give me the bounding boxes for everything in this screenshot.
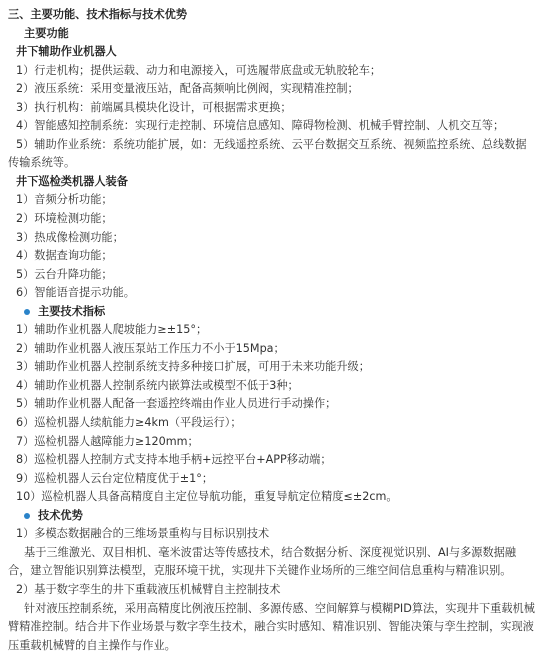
spec-item: 1）辅助作业机器人爬坡能力≥±15°； <box>8 321 536 340</box>
spec-item: 4）辅助作业机器人控制系统内嵌算法或模型不低于3种； <box>8 377 536 396</box>
list-item: 3）热成像检测功能； <box>8 229 536 248</box>
list-item: 6）智能语音提示功能。 <box>8 284 536 303</box>
functions-heading: 主要功能 <box>8 25 536 44</box>
bullet-dot-icon <box>24 513 30 519</box>
advantage-title: 1）多模态数据融合的三维场景重构与目标识别技术 <box>8 525 536 544</box>
spec-item: 5）辅助作业机器人配备一套遥控终端由作业人员进行手动操作； <box>8 395 536 414</box>
list-item: 4）智能感知控制系统：实现行走控制、环境信息感知、障碍物检测、机械手臂控制、人机交互等； <box>8 117 536 136</box>
list-item: 3）执行机构：前端属具模块化设计，可根据需求更换； <box>8 99 536 118</box>
specs-heading: 主要技术指标 <box>38 303 105 322</box>
specs-heading-row <box>8 303 536 322</box>
section-title: 三、主要功能、技术指标与技术优势 <box>8 6 536 25</box>
advantages-heading-row <box>8 507 536 526</box>
list-item: 5）辅助作业系统：系统功能扩展，如：无线遥控系统、云平台数据交互系统、视频监控系统、总线数据传输系统等。 <box>8 136 536 173</box>
list-item: 4）数据查询功能； <box>8 247 536 266</box>
list-item: 2）液压系统：采用变量液压站，配备高频响比例阀，实现精准控制； <box>8 80 536 99</box>
advantage-body: 针对液压控制系统，采用高精度比例液压控制、多源传感、空间解算与模糊PID算法，实现井下重载机械臂精准控制。结合井下作业场景与数字孪生技术，融合实时感知、精准识别、智能决策与孪生控制，实现液压重载机械臂的自主操作与作业。 <box>8 600 536 655</box>
list-item: 2）环境检测功能； <box>8 210 536 229</box>
spec-item: 6）巡检机器人续航能力≥4km（平段运行）； <box>8 414 536 433</box>
spec-item: 3）辅助作业机器人控制系统支持多种接口扩展，可用于未来功能升级； <box>8 358 536 377</box>
list-item: 1）行走机构；提供运载、动力和电源接入，可选履带底盘或无轨胶轮车； <box>8 62 536 81</box>
group-title-inspection-robot: 井下巡检类机器人装备 <box>8 173 536 192</box>
advantage-title: 2）基于数字孪生的井下重载液压机械臂自主控制技术 <box>8 581 536 600</box>
advantage-body: 基于三维激光、双目相机、毫米波雷达等传感技术，结合数据分析、深度视觉识别、AI与多源数据融合，建立智能识别算法模型，克服环境干扰，实现井下关键作业场所的三维空间信息重构与精准识别。 <box>8 544 536 581</box>
spec-item: 8）巡检机器人控制方式支持本地手柄+远控平台+APP移动端； <box>8 451 536 470</box>
spec-item: 2）辅助作业机器人液压泵站工作压力不小于15Mpa； <box>8 340 536 359</box>
spec-item: 7）巡检机器人越障能力≥120mm； <box>8 433 536 452</box>
bullet-dot-icon <box>24 309 30 315</box>
group-title-assist-robot: 井下辅助作业机器人 <box>8 43 536 62</box>
spec-item: 9）巡检机器人云台定位精度优于±1°； <box>8 470 536 489</box>
spec-item: 10）巡检机器人具备高精度自主定位导航功能，重复导航定位精度≤±2cm。 <box>8 488 536 507</box>
list-item: 1）音频分析功能； <box>8 191 536 210</box>
list-item: 5）云台升降功能； <box>8 266 536 285</box>
advantages-heading: 技术优势 <box>38 507 83 526</box>
